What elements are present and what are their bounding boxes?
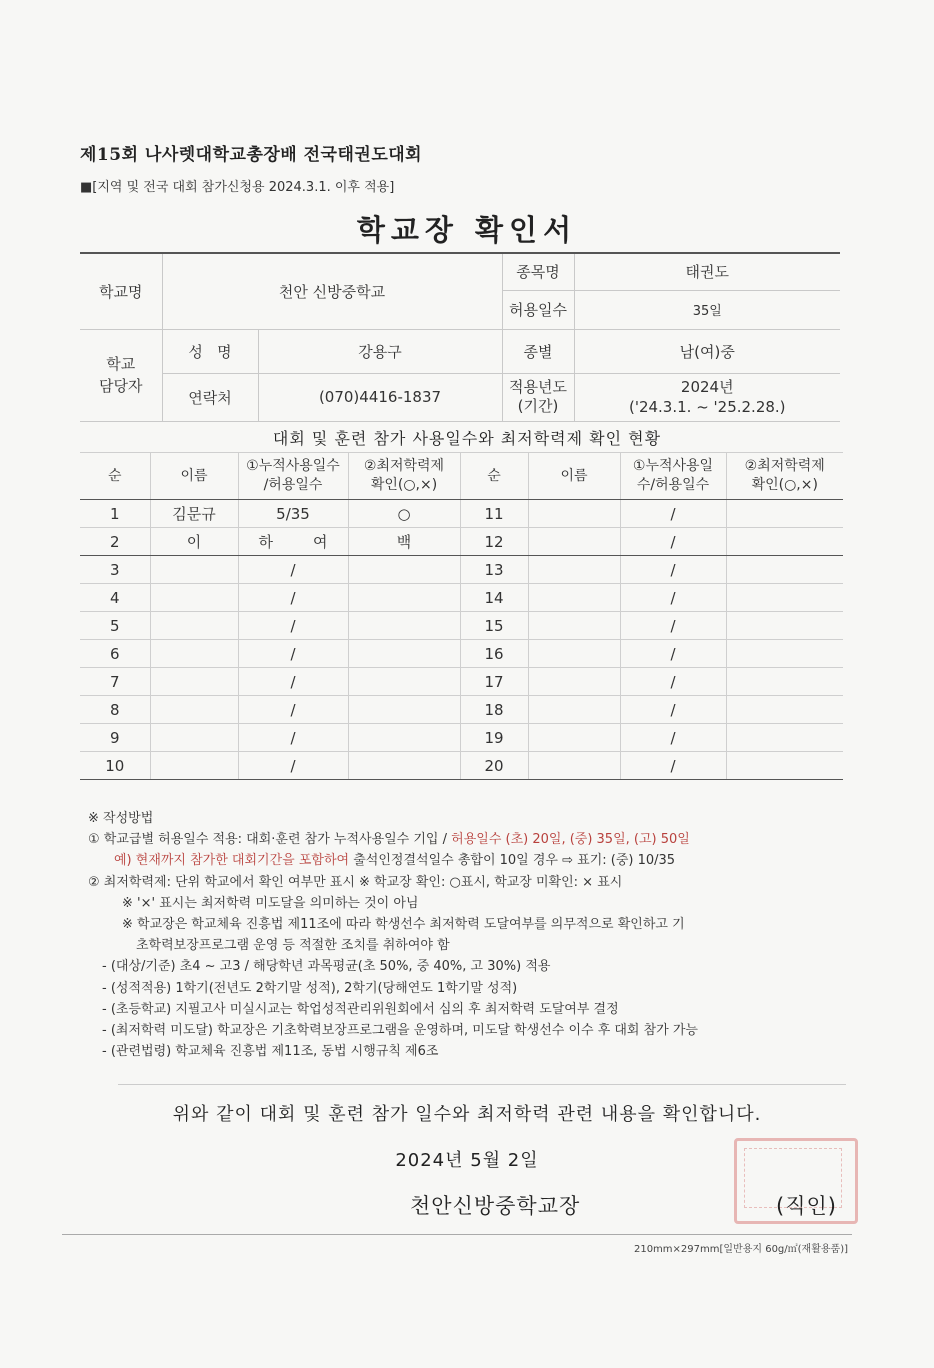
row-name-right (528, 528, 620, 556)
form-subtitle: ■[지역 및 전국 대회 참가신청용 2024.3.1. 이후 적용] (80, 180, 395, 195)
row-name-right (528, 556, 620, 584)
phone-label: 연락처 (162, 373, 258, 421)
header-name-right: 이름 (528, 453, 620, 500)
row-days: / (238, 752, 348, 780)
row-days-right: / (620, 500, 726, 528)
header-name: 이름 (150, 453, 238, 500)
note-line: - (대상/기준) 초4 ~ 고3 / 해당학년 과목평균(초 50%, 중 40%, 고 30%) 적용 (102, 959, 551, 975)
row-name-right (528, 500, 620, 528)
row-check (348, 696, 460, 724)
row-name (150, 612, 238, 640)
page-title: 학교장 확인서 (356, 213, 578, 247)
row-days-char-1: 하 (258, 533, 273, 551)
row-no-right: 12 (460, 528, 528, 556)
row-days-right: / (620, 584, 726, 612)
row-days: / (238, 584, 348, 612)
note-line: ② 최저학력제: 단위 학교에서 확인 여부만 표시 ※ 학교장 확인: ○표시, 학교장 미확인: × 표시 (88, 874, 623, 890)
row-no-right: 15 (460, 612, 528, 640)
row-days: / (238, 668, 348, 696)
header-check-right: ②최저학력제 확인(○,×) (726, 453, 843, 500)
note-line (88, 850, 848, 871)
row-check (348, 668, 460, 696)
row-check: ○ (348, 500, 460, 528)
row-days-right: / (620, 724, 726, 752)
row-name-right (528, 668, 620, 696)
row-name-right (528, 724, 620, 752)
row-check-right (726, 612, 843, 640)
note-highlight: 예) 현재까지 참가한 대회기간을 포함하여 (114, 853, 350, 869)
header-no: 순 (80, 453, 150, 500)
year-value-period: ('24.3.1. ~ '25.2.28.) (628, 398, 786, 416)
row-check: 백 (348, 528, 460, 556)
row-check (348, 556, 460, 584)
note-line: - (초등학교) 지필고사 미실시교는 학업성적관리위원회에서 심의 후 최저학력 도달여부 결정 (102, 1001, 619, 1017)
row-name (150, 752, 238, 780)
row-days-right: / (620, 696, 726, 724)
row-check (348, 612, 460, 640)
row-no-right: 18 (460, 696, 528, 724)
sport-value: 태권도 (574, 253, 840, 290)
manager-name-value: 강용구 (258, 329, 502, 373)
row-no-right: 13 (460, 556, 528, 584)
row-days-char-2: 여 (313, 533, 328, 551)
row-name (150, 556, 238, 584)
confirmation-statement: 위와 같이 대회 및 훈련 참가 일수와 최저학력 관련 내용을 확인합니다. (172, 1104, 762, 1125)
header-check: ②최저학력제 확인(○,×) (348, 453, 460, 500)
row-days-right: / (620, 752, 726, 780)
sport-label: 종목명 (502, 253, 574, 290)
table-row (80, 668, 843, 696)
table-row (80, 724, 843, 752)
divider (62, 1234, 852, 1235)
note-line: ※ '×' 표시는 최저학력 미도달을 의미하는 것이 아님 (122, 895, 419, 911)
row-name-right (528, 612, 620, 640)
row-name (150, 724, 238, 752)
row-check-right (726, 640, 843, 668)
row-check-right (726, 752, 843, 780)
row-name (150, 696, 238, 724)
row-name (150, 668, 238, 696)
row-no: 8 (80, 696, 150, 724)
table-row (80, 556, 843, 584)
school-info-table (80, 252, 840, 422)
row-no-right: 11 (460, 500, 528, 528)
year-value (574, 373, 840, 421)
year-value-year: 2024년 (680, 377, 734, 396)
table-row (80, 612, 843, 640)
school-name-value: 천안 신방중학교 (162, 253, 502, 329)
seal-label: (직인) (776, 1194, 837, 1218)
row-no: 9 (80, 724, 150, 752)
row-days: / (238, 696, 348, 724)
row-days-right: / (620, 528, 726, 556)
row-check-right (726, 500, 843, 528)
row-no-right: 19 (460, 724, 528, 752)
row-no: 10 (80, 752, 150, 780)
header-days: ①누적사용일수 /허용일수 (238, 453, 348, 500)
row-check (348, 752, 460, 780)
row-name-right (528, 640, 620, 668)
row-check-right (726, 668, 843, 696)
row-no: 7 (80, 668, 150, 696)
row-name (150, 640, 238, 668)
row-days-right: / (620, 668, 726, 696)
note-text: ① 학교급별 허용일수 적용: 대회·훈련 참가 누적사용일수 기입 / (88, 832, 452, 848)
row-days-right: / (620, 612, 726, 640)
table-row (80, 640, 843, 668)
row-days (238, 528, 348, 556)
row-check-right (726, 584, 843, 612)
row-name: 김문규 (150, 500, 238, 528)
note-line: - (관련법령) 학교체육 진흥법 제11조, 동법 시행규칙 제6조 (102, 1044, 439, 1060)
row-name-right (528, 752, 620, 780)
note-text: 출석인정결석일수 총합이 10일 경우 ⇨ 표기: (중) 10/35 (349, 853, 676, 869)
header-no-right: 순 (460, 453, 528, 500)
note-highlight: 허용일수 (초) 20일, (중) 35일, (고) 50일 (451, 832, 690, 848)
instructions (88, 808, 848, 1062)
row-no-right: 16 (460, 640, 528, 668)
contact-group-label: 학교 담당자 (80, 329, 162, 421)
table-row (80, 584, 843, 612)
row-days-right: / (620, 556, 726, 584)
table-row (80, 752, 843, 780)
row-days: 5/35 (238, 500, 348, 528)
table-row (80, 500, 843, 528)
row-name: 이 (150, 528, 238, 556)
type-label: 종별 (502, 329, 574, 373)
note-line: - (성적적용) 1학기(전년도 2학기말 성적), 2학기(당해연도 1학기말 성적) (102, 980, 518, 996)
allowed-days-value: 35일 (574, 290, 840, 329)
row-check (348, 640, 460, 668)
row-check-right (726, 556, 843, 584)
row-no: 2 (80, 528, 150, 556)
row-no: 4 (80, 584, 150, 612)
allowed-days-label: 허용일수 (502, 290, 574, 329)
participation-table (80, 452, 843, 780)
row-name-right (528, 584, 620, 612)
note-line: ※ 학교장은 학교체육 진흥법 제11조에 따라 학생선수 최저학력 도달여부를 의무적으로 확인하고 기 (122, 917, 685, 933)
manager-name-label: 성 명 (162, 329, 258, 373)
row-check (348, 724, 460, 752)
row-days: / (238, 724, 348, 752)
notes-heading: ※ 작성방법 (88, 811, 154, 826)
row-no: 1 (80, 500, 150, 528)
row-check-right (726, 696, 843, 724)
row-days-right: / (620, 640, 726, 668)
note-line: 초학력보장프로그램 운영 등 적절한 조치를 취하여야 함 (136, 938, 450, 954)
row-no-right: 17 (460, 668, 528, 696)
row-days: / (238, 556, 348, 584)
note-line (88, 829, 848, 850)
table-row (80, 528, 843, 556)
table-header-row (80, 453, 843, 500)
row-check (348, 584, 460, 612)
row-check-right (726, 528, 843, 556)
row-no-right: 14 (460, 584, 528, 612)
row-days: / (238, 640, 348, 668)
row-no: 3 (80, 556, 150, 584)
row-days: / (238, 612, 348, 640)
table-row (80, 696, 843, 724)
school-name-label: 학교명 (80, 253, 162, 329)
principal-title: 천안신방중학교장 (410, 1194, 581, 1218)
row-name-right (528, 696, 620, 724)
phone-value: (070)4416-1837 (258, 373, 502, 421)
event-title: 제15회 나사렛대학교총장배 전국태권도대회 (80, 145, 423, 165)
status-title: 대회 및 훈련 참가 사용일수와 최저학력제 확인 현황 (272, 429, 662, 448)
row-no: 5 (80, 612, 150, 640)
divider (118, 1084, 846, 1085)
row-name (150, 584, 238, 612)
signed-date: 2024년 5월 2일 (395, 1150, 539, 1171)
row-no: 6 (80, 640, 150, 668)
row-check-right (726, 724, 843, 752)
row-no-right: 20 (460, 752, 528, 780)
note-line: - (최저학력 미도달) 학교장은 기초학력보장프로그램을 운영하며, 미도달 학생선수 이수 후 대회 참가 가능 (102, 1023, 698, 1039)
header-days-right: ①누적사용일 수/허용일수 (620, 453, 726, 500)
type-value: 남(여)중 (574, 329, 840, 373)
year-label: 적용년도 (기간) (502, 373, 574, 421)
paper-spec: 210mm×297mm[일반용지 60g/㎡(재활용품)] (633, 1244, 848, 1255)
